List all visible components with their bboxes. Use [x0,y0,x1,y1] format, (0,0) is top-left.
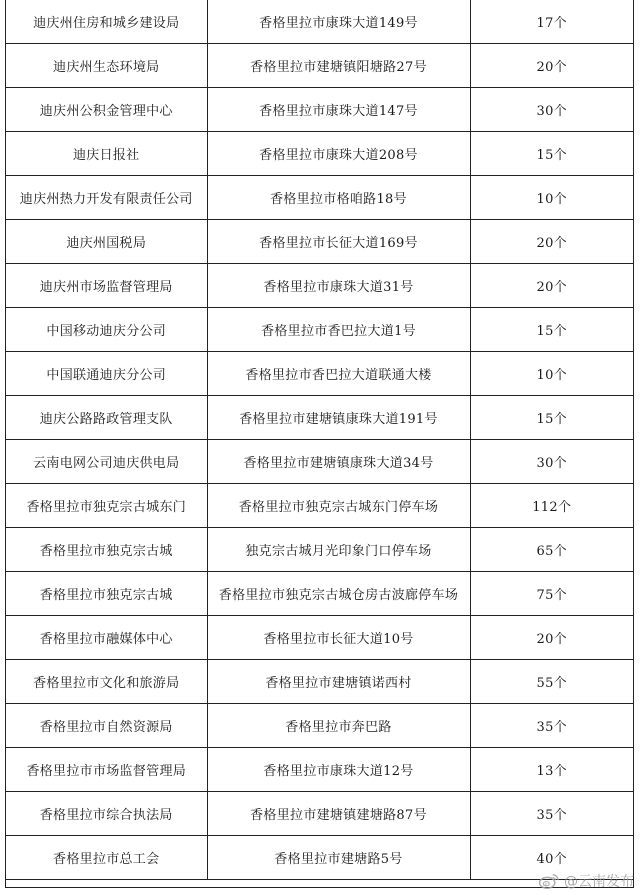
unit-cell: 香格里拉市市场监督管理局 [6,748,207,792]
address-cell: 香格里拉市奔巴路 [207,704,470,748]
unit-cell: 香格里拉市总工会 [6,836,207,880]
count-cell: 112个 [470,484,633,528]
unit-cell: 香格里拉市独克宗古城 [6,572,207,616]
address-cell: 香格里拉市独克宗古城仓房古波廊停车场 [207,572,470,616]
address-cell: 独克宗古城月光印象门口停车场 [207,528,470,572]
count-cell: 30个 [470,440,633,484]
address-cell: 香格里拉市康珠大道208号 [207,132,470,176]
address-cell: 香格里拉市康珠大道12号 [207,748,470,792]
table-row [6,132,633,176]
unit-cell: 中国移动迪庆分公司 [6,308,207,352]
table-row [6,308,633,352]
count-cell: 20个 [470,44,633,88]
unit-cell: 香格里拉市独克宗古城东门 [6,484,207,528]
table-row [6,396,633,440]
address-cell: 香格里拉市建塘镇康珠大道191号 [207,396,470,440]
count-cell: 10个 [470,176,633,220]
address-cell: 香格里拉市格咱路18号 [207,176,470,220]
count-cell: 20个 [470,264,633,308]
unit-cell: 迪庆州热力开发有限责任公司 [6,176,207,220]
address-cell: 香格里拉市香巴拉大道1号 [207,308,470,352]
table-row [6,484,633,528]
address-cell: 香格里拉市建塘镇建塘路87号 [207,792,470,836]
count-cell: 75个 [470,572,633,616]
table-row [6,44,633,88]
unit-cell: 迪庆州国税局 [6,220,207,264]
count-cell: 40个 [470,836,633,880]
count-cell: 10个 [470,352,633,396]
address-cell: 香格里拉市建塘镇阳塘路27号 [207,44,470,88]
count-cell: 15个 [470,308,633,352]
count-cell: 20个 [470,616,633,660]
table-row [6,88,633,132]
count-cell: 65个 [470,528,633,572]
count-cell: 35个 [470,792,633,836]
table-row [6,528,633,572]
table-row [6,264,633,308]
unit-cell: 香格里拉市文化和旅游局 [6,660,207,704]
unit-cell: 香格里拉市融媒体中心 [6,616,207,660]
table-row [6,704,633,748]
address-cell: 香格里拉市长征大道169号 [207,220,470,264]
unit-cell: 香格里拉市综合执法局 [6,792,207,836]
unit-cell: 迪庆公路路政管理支队 [6,396,207,440]
unit-cell: 迪庆州生态环境局 [6,44,207,88]
table-row [6,748,633,792]
parking-table-body [6,0,633,880]
count-cell: 15个 [470,396,633,440]
unit-cell: 迪庆州公积金管理中心 [6,88,207,132]
table-row [6,792,633,836]
address-cell: 香格里拉市香巴拉大道联通大楼 [207,352,470,396]
table-row [6,0,633,44]
unit-cell: 迪庆日报社 [6,132,207,176]
address-cell: 香格里拉市长征大道10号 [207,616,470,660]
count-cell: 20个 [470,220,633,264]
parking-table [6,0,633,880]
count-cell: 55个 [470,660,633,704]
table-row [6,220,633,264]
count-cell: 35个 [470,704,633,748]
weibo-icon [538,872,560,890]
count-cell: 13个 [470,748,633,792]
unit-cell: 云南电网公司迪庆供电局 [6,440,207,484]
address-cell: 香格里拉市建塘路5号 [207,836,470,880]
table-row [6,660,633,704]
parking-table-sheet [5,0,634,888]
table-row [6,440,633,484]
address-cell: 香格里拉市独克宗古城东门停车场 [207,484,470,528]
count-cell: 30个 [470,88,633,132]
unit-cell: 香格里拉市自然资源局 [6,704,207,748]
table-row [6,176,633,220]
table-row [6,352,633,396]
watermark-text: @云南发布 [564,874,634,890]
weibo-watermark [538,871,634,891]
unit-cell: 中国联通迪庆分公司 [6,352,207,396]
table-row [6,616,633,660]
address-cell: 香格里拉市建塘镇康珠大道34号 [207,440,470,484]
unit-cell: 香格里拉市独克宗古城 [6,528,207,572]
address-cell: 香格里拉市康珠大道149号 [207,0,470,44]
address-cell: 香格里拉市建塘镇诺西村 [207,660,470,704]
unit-cell: 迪庆州市场监督管理局 [6,264,207,308]
address-cell: 香格里拉市康珠大道31号 [207,264,470,308]
count-cell: 17个 [470,0,633,44]
address-cell: 香格里拉市康珠大道147号 [207,88,470,132]
unit-cell: 迪庆州住房和城乡建设局 [6,0,207,44]
table-row [6,572,633,616]
count-cell: 15个 [470,132,633,176]
